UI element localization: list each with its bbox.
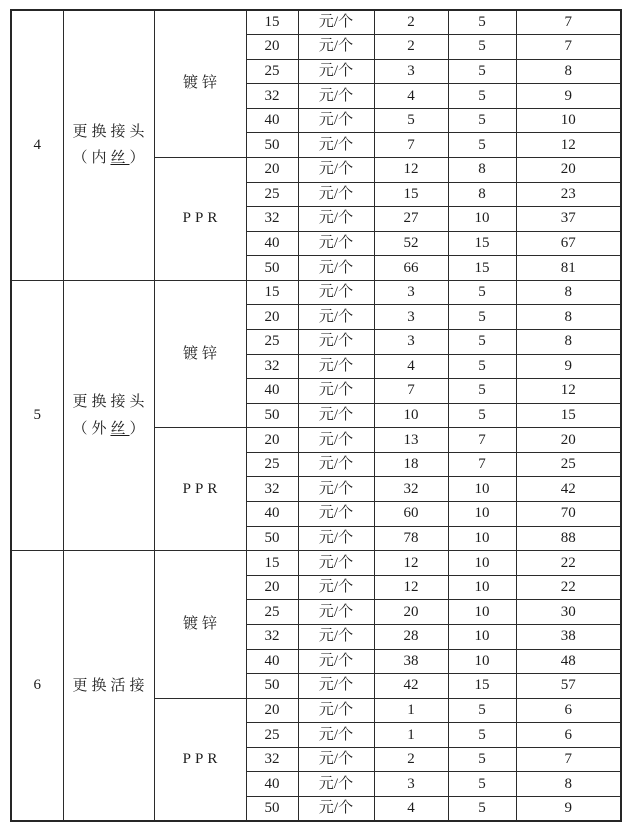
unit-price-cell: 7	[374, 133, 448, 158]
labor-price-cell: 10	[448, 551, 516, 576]
unit-price-cell: 4	[374, 354, 448, 379]
item-name-text: （内	[72, 150, 111, 167]
size-cell: 40	[246, 502, 298, 527]
total-price-cell: 70	[516, 502, 621, 527]
table-row	[11, 10, 621, 35]
size-cell: 15	[246, 280, 298, 305]
unit-cell: 元/个	[298, 747, 374, 772]
labor-price-cell: 5	[448, 354, 516, 379]
unit-price-cell: 3	[374, 305, 448, 330]
size-cell: 50	[246, 674, 298, 699]
material-cell: 镀锌	[154, 10, 246, 157]
unit-price-cell: 3	[374, 772, 448, 797]
unit-cell: 元/个	[298, 452, 374, 477]
size-cell: 50	[246, 133, 298, 158]
unit-cell: 元/个	[298, 428, 374, 453]
unit-cell: 元/个	[298, 256, 374, 281]
labor-price-cell: 10	[448, 624, 516, 649]
unit-cell: 元/个	[298, 280, 374, 305]
size-cell: 50	[246, 526, 298, 551]
section-number-cell: 4	[11, 10, 63, 280]
unit-cell: 元/个	[298, 698, 374, 723]
item-name-line	[64, 389, 154, 415]
unit-price-cell: 1	[374, 723, 448, 748]
labor-price-cell: 15	[448, 231, 516, 256]
unit-cell: 元/个	[298, 797, 374, 822]
size-cell: 32	[246, 207, 298, 232]
unit-cell: 元/个	[298, 575, 374, 600]
size-cell: 15	[246, 10, 298, 35]
unit-price-cell: 60	[374, 502, 448, 527]
item-name-text: （外	[72, 420, 111, 437]
total-price-cell: 48	[516, 649, 621, 674]
item-name-text: 更换活接	[72, 677, 149, 694]
unit-cell: 元/个	[298, 723, 374, 748]
total-price-cell: 12	[516, 379, 621, 404]
unit-cell: 元/个	[298, 772, 374, 797]
material-cell: PPR	[154, 157, 246, 280]
item-name-text: 丝	[110, 420, 130, 437]
unit-price-cell: 32	[374, 477, 448, 502]
size-cell: 40	[246, 379, 298, 404]
labor-price-cell: 7	[448, 428, 516, 453]
unit-cell: 元/个	[298, 526, 374, 551]
labor-price-cell: 5	[448, 403, 516, 428]
unit-price-cell: 28	[374, 624, 448, 649]
labor-price-cell: 10	[448, 575, 516, 600]
unit-cell: 元/个	[298, 10, 374, 35]
labor-price-cell: 10	[448, 502, 516, 527]
total-price-cell: 7	[516, 10, 621, 35]
labor-price-cell: 10	[448, 477, 516, 502]
unit-cell: 元/个	[298, 108, 374, 133]
total-price-cell: 9	[516, 354, 621, 379]
labor-price-cell: 5	[448, 330, 516, 355]
total-price-cell: 6	[516, 723, 621, 748]
labor-price-cell: 5	[448, 747, 516, 772]
unit-price-cell: 3	[374, 280, 448, 305]
labor-price-cell: 5	[448, 84, 516, 109]
total-price-cell: 20	[516, 157, 621, 182]
size-cell: 40	[246, 649, 298, 674]
labor-price-cell: 7	[448, 452, 516, 477]
size-cell: 20	[246, 575, 298, 600]
total-price-cell: 6	[516, 698, 621, 723]
unit-cell: 元/个	[298, 624, 374, 649]
size-cell: 32	[246, 747, 298, 772]
unit-price-cell: 15	[374, 182, 448, 207]
item-name-cell	[63, 551, 154, 821]
unit-cell: 元/个	[298, 305, 374, 330]
unit-cell: 元/个	[298, 84, 374, 109]
size-cell: 20	[246, 157, 298, 182]
total-price-cell: 22	[516, 551, 621, 576]
labor-price-cell: 15	[448, 256, 516, 281]
total-price-cell: 7	[516, 35, 621, 60]
size-cell: 20	[246, 428, 298, 453]
unit-price-cell: 12	[374, 551, 448, 576]
labor-price-cell: 5	[448, 35, 516, 60]
unit-cell: 元/个	[298, 157, 374, 182]
total-price-cell: 8	[516, 59, 621, 84]
total-price-cell: 9	[516, 797, 621, 822]
unit-price-cell: 78	[374, 526, 448, 551]
unit-price-cell: 13	[374, 428, 448, 453]
total-price-cell: 38	[516, 624, 621, 649]
unit-cell: 元/个	[298, 231, 374, 256]
unit-price-cell: 4	[374, 797, 448, 822]
total-price-cell: 20	[516, 428, 621, 453]
labor-price-cell: 5	[448, 133, 516, 158]
item-name-text: 丝	[110, 150, 130, 167]
labor-price-cell: 10	[448, 649, 516, 674]
size-cell: 32	[246, 477, 298, 502]
unit-cell: 元/个	[298, 649, 374, 674]
total-price-cell: 10	[516, 108, 621, 133]
unit-price-cell: 10	[374, 403, 448, 428]
size-cell: 20	[246, 698, 298, 723]
total-price-cell: 8	[516, 305, 621, 330]
item-name-text: 更换接头	[72, 124, 149, 141]
section-number-cell: 5	[11, 280, 63, 550]
unit-cell: 元/个	[298, 403, 374, 428]
total-price-cell: 57	[516, 674, 621, 699]
unit-price-cell: 2	[374, 747, 448, 772]
unit-cell: 元/个	[298, 182, 374, 207]
unit-price-cell: 27	[374, 207, 448, 232]
unit-price-cell: 52	[374, 231, 448, 256]
unit-price-cell: 2	[374, 10, 448, 35]
unit-cell: 元/个	[298, 477, 374, 502]
size-cell: 32	[246, 354, 298, 379]
size-cell: 40	[246, 108, 298, 133]
size-cell: 25	[246, 182, 298, 207]
total-price-cell: 81	[516, 256, 621, 281]
total-price-cell: 25	[516, 452, 621, 477]
unit-price-cell: 42	[374, 674, 448, 699]
size-cell: 32	[246, 84, 298, 109]
size-cell: 25	[246, 723, 298, 748]
size-cell: 40	[246, 772, 298, 797]
size-cell: 40	[246, 231, 298, 256]
table-row	[11, 280, 621, 305]
unit-cell: 元/个	[298, 379, 374, 404]
total-price-cell: 37	[516, 207, 621, 232]
labor-price-cell: 10	[448, 207, 516, 232]
size-cell: 50	[246, 256, 298, 281]
unit-price-cell: 4	[374, 84, 448, 109]
unit-cell: 元/个	[298, 207, 374, 232]
material-cell: PPR	[154, 698, 246, 821]
total-price-cell: 8	[516, 772, 621, 797]
unit-cell: 元/个	[298, 35, 374, 60]
labor-price-cell: 10	[448, 600, 516, 625]
item-name-cell	[63, 280, 154, 550]
price-table	[10, 9, 622, 822]
unit-price-cell: 5	[374, 108, 448, 133]
labor-price-cell: 5	[448, 379, 516, 404]
labor-price-cell: 5	[448, 723, 516, 748]
total-price-cell: 7	[516, 747, 621, 772]
unit-price-cell: 3	[374, 59, 448, 84]
size-cell: 50	[246, 797, 298, 822]
unit-price-cell: 20	[374, 600, 448, 625]
size-cell: 25	[246, 600, 298, 625]
material-cell: 镀锌	[154, 280, 246, 427]
labor-price-cell: 5	[448, 772, 516, 797]
total-price-cell: 23	[516, 182, 621, 207]
unit-cell: 元/个	[298, 674, 374, 699]
item-name-line	[64, 416, 154, 442]
unit-price-cell: 66	[374, 256, 448, 281]
total-price-cell: 88	[516, 526, 621, 551]
material-cell: 镀锌	[154, 551, 246, 698]
labor-price-cell: 5	[448, 59, 516, 84]
labor-price-cell: 5	[448, 698, 516, 723]
material-cell: PPR	[154, 428, 246, 551]
size-cell: 25	[246, 330, 298, 355]
labor-price-cell: 15	[448, 674, 516, 699]
unit-cell: 元/个	[298, 551, 374, 576]
total-price-cell: 9	[516, 84, 621, 109]
unit-price-cell: 3	[374, 330, 448, 355]
total-price-cell: 42	[516, 477, 621, 502]
labor-price-cell: 5	[448, 10, 516, 35]
table-row	[11, 551, 621, 576]
total-price-cell: 12	[516, 133, 621, 158]
unit-cell: 元/个	[298, 330, 374, 355]
total-price-cell: 22	[516, 575, 621, 600]
labor-price-cell: 5	[448, 280, 516, 305]
size-cell: 20	[246, 35, 298, 60]
size-cell: 25	[246, 59, 298, 84]
unit-price-cell: 12	[374, 157, 448, 182]
unit-cell: 元/个	[298, 502, 374, 527]
item-name-text: 更换接头	[72, 394, 149, 411]
labor-price-cell: 10	[448, 526, 516, 551]
total-price-cell: 30	[516, 600, 621, 625]
unit-price-cell: 38	[374, 649, 448, 674]
labor-price-cell: 5	[448, 305, 516, 330]
labor-price-cell: 5	[448, 797, 516, 822]
total-price-cell: 8	[516, 280, 621, 305]
unit-price-cell: 7	[374, 379, 448, 404]
item-name-line	[64, 673, 154, 699]
section-number-cell: 6	[11, 551, 63, 821]
item-name-line	[64, 145, 154, 171]
unit-price-cell: 12	[374, 575, 448, 600]
price-table-body	[11, 10, 621, 821]
unit-cell: 元/个	[298, 354, 374, 379]
total-price-cell: 15	[516, 403, 621, 428]
item-name-line	[64, 119, 154, 145]
size-cell: 25	[246, 452, 298, 477]
total-price-cell: 8	[516, 330, 621, 355]
unit-cell: 元/个	[298, 133, 374, 158]
labor-price-cell: 5	[448, 108, 516, 133]
unit-price-cell: 1	[374, 698, 448, 723]
labor-price-cell: 8	[448, 182, 516, 207]
unit-price-cell: 18	[374, 452, 448, 477]
item-name-text: ）	[129, 150, 149, 167]
unit-cell: 元/个	[298, 59, 374, 84]
size-cell: 32	[246, 624, 298, 649]
total-price-cell: 67	[516, 231, 621, 256]
item-name-cell	[63, 10, 154, 280]
size-cell: 15	[246, 551, 298, 576]
size-cell: 20	[246, 305, 298, 330]
unit-cell: 元/个	[298, 600, 374, 625]
size-cell: 50	[246, 403, 298, 428]
item-name-text: ）	[129, 420, 149, 437]
labor-price-cell: 8	[448, 157, 516, 182]
unit-price-cell: 2	[374, 35, 448, 60]
